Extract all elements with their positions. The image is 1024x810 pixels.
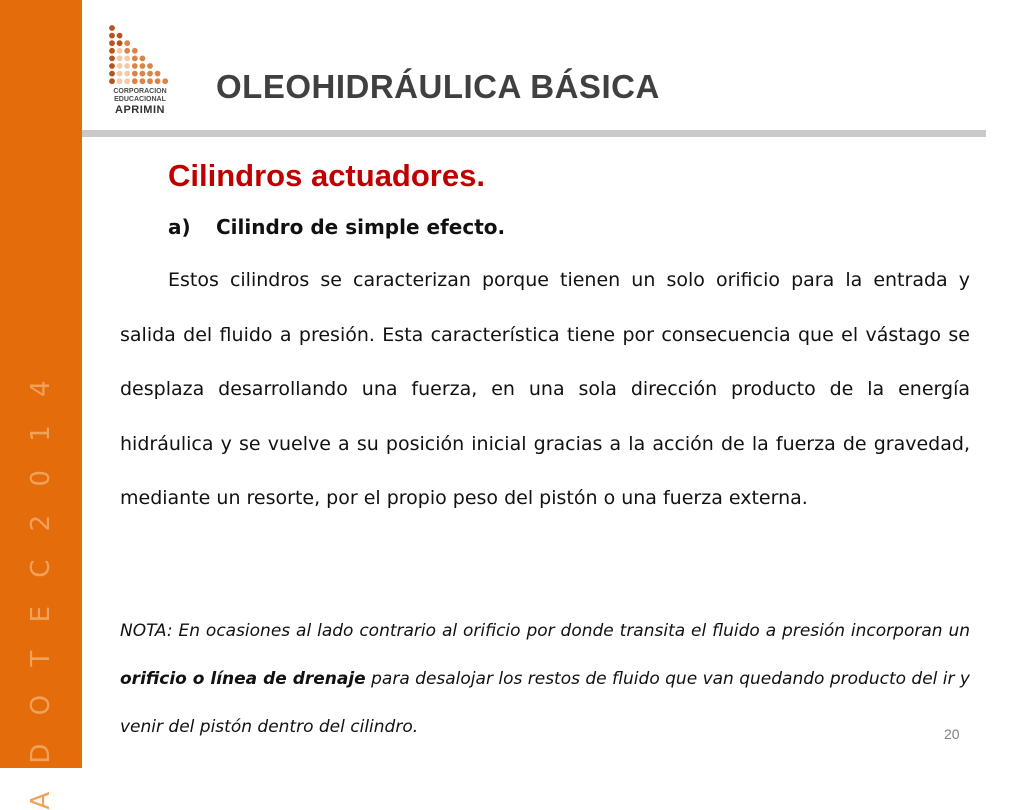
- logo-dot: [147, 71, 153, 77]
- logo-text-line1: CORPORACION: [113, 88, 167, 95]
- logo-dots-icon: [104, 22, 176, 86]
- body-paragraph: Estos cilindros se caracterizan porque tienen un solo orificio para la entrada y salida del fluido a presión. Esta característica tiene por consecuencia que el vástago se desplaza desarrollando una fuerza, en una sola dirección producto de la energía hidráulica y se vuelve a su posición inicial gracias a la acción de la fuerza de gravedad, mediante un resorte, por el propio peso del pistón o una fuerza externa.: [120, 269, 970, 509]
- logo-dot: [117, 33, 123, 39]
- logo-dot: [155, 78, 161, 84]
- logo-dot: [140, 56, 146, 62]
- subsection-title: Cilindro de simple efecto.: [216, 215, 506, 239]
- logo-dot: [140, 71, 146, 77]
- logo-dot: [155, 71, 161, 77]
- logo-dot: [109, 63, 115, 69]
- title-divider: [82, 130, 986, 137]
- logo-dot: [162, 78, 168, 84]
- logo-dot: [109, 40, 115, 46]
- section-heading: Cilindros actuadores.: [168, 158, 485, 193]
- page-number: 20: [944, 726, 960, 742]
- logo-dot: [117, 56, 123, 62]
- logo-dot: [117, 78, 123, 84]
- logo-dot: [109, 78, 115, 84]
- logo-dot: [109, 56, 115, 62]
- logo-dot: [132, 71, 138, 77]
- logo-dot: [147, 78, 153, 84]
- logo-dot: [124, 63, 130, 69]
- logo-dot: [140, 63, 146, 69]
- logo-dot: [140, 78, 146, 84]
- logo-dot: [132, 78, 138, 84]
- logo-dot: [117, 40, 123, 46]
- logo-dot: [109, 71, 115, 77]
- note-paragraph: [120, 607, 970, 751]
- logo-text-line2: EDUCACIONAL: [114, 96, 166, 103]
- note-emphasis: orificio o línea de drenaje: [120, 669, 366, 689]
- logo-dot: [117, 48, 123, 54]
- logo-dot: [147, 63, 153, 69]
- logo-dot: [124, 48, 130, 54]
- note-text-start: NOTA: En ocasiones al lado contrario al orificio por donde transita el fluido a presión incorporan un: [120, 621, 970, 641]
- logo-text-brand: APRIMIN: [115, 104, 165, 116]
- logo-dot: [124, 78, 130, 84]
- logo-dot: [109, 33, 115, 39]
- note-text-end: para desalojar los restos de fluido que van quedando producto del ir y venir del pistón dentro del cilindro.: [120, 669, 970, 737]
- logo-dot: [124, 40, 130, 46]
- logo-dot: [132, 56, 138, 62]
- subsection-heading: [168, 215, 505, 239]
- logo: [104, 22, 176, 120]
- logo-dot: [109, 48, 115, 54]
- logo-dot: [132, 48, 138, 54]
- subsection-marker: a): [168, 215, 191, 239]
- logo-dot: [124, 56, 130, 62]
- sidebar-watermark: A D O T E C 2 0 1 4: [26, 370, 56, 810]
- sidebar: [0, 0, 82, 810]
- logo-dot: [117, 63, 123, 69]
- logo-dot: [109, 25, 115, 31]
- page-title: OLEOHIDRÁULICA BÁSICA: [216, 68, 660, 105]
- logo-dot: [124, 71, 130, 77]
- logo-dot: [132, 63, 138, 69]
- logo-dot: [117, 71, 123, 77]
